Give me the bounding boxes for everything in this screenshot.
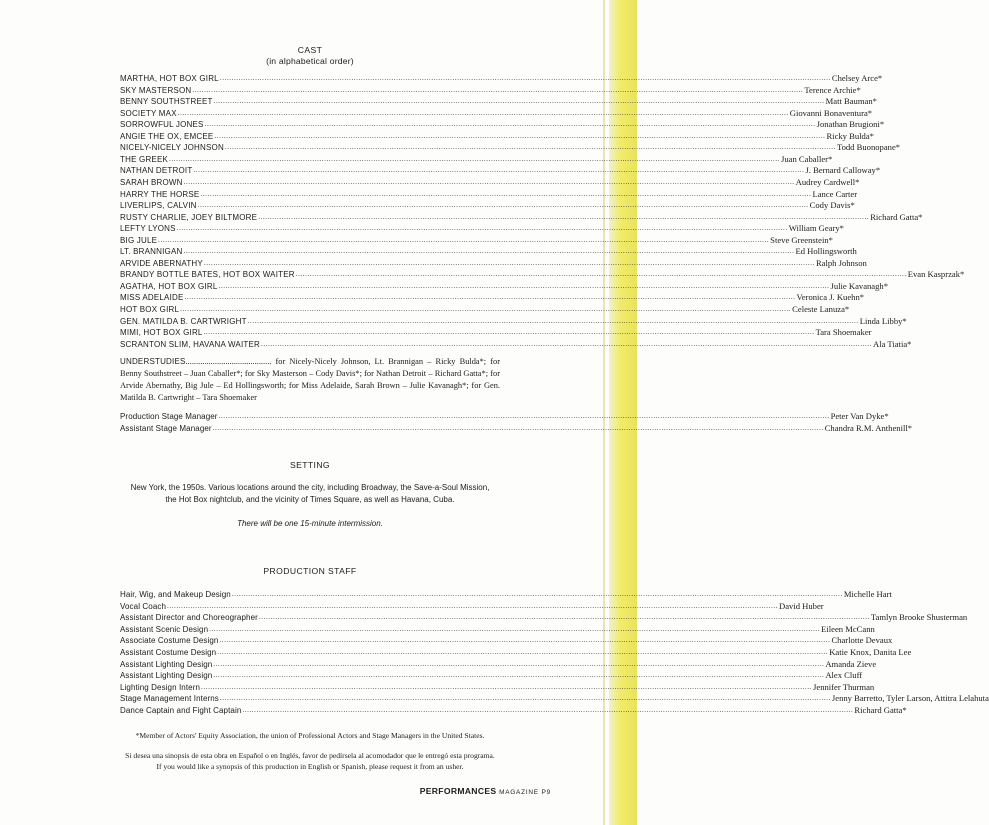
stage-manager-name: Peter Van Dyke* [830,411,889,421]
dot-leader: .................................................................................................................................................................................................................................................................... [158,235,770,244]
cast-name: Lance Carter [812,188,858,199]
stage-manager-name: Chandra R.M. Anthenill* [824,423,913,433]
cast-role: SKY MASTERSON [120,85,192,95]
staff-name: Jennifer Thurman [813,681,875,692]
cast-row [120,164,881,176]
cast-row [120,107,873,119]
footer-brand: PERFORMANCES [419,786,497,796]
footer-page-number: P9 [541,789,551,796]
cast-row [120,84,861,96]
cast-role: MIMI, HOT BOX GIRL [120,328,203,338]
cast-role: NATHAN DETROIT [120,166,193,176]
dot-leader: .................................................................................................................................................................................................................................................................... [219,74,831,82]
cast-row [120,141,901,153]
cast-name: Ala Tiatia* [873,338,912,349]
dot-leader: .................................................................................................................................................................................................................................................................... [204,120,816,129]
cast-row [120,326,872,338]
cast-row [120,72,883,84]
dot-leader: .................................................................................................................................................................................................................................................................... [180,305,792,313]
cast-role: LT. BRANNIGAN [120,247,183,257]
staff-name: David Huber [779,600,824,611]
cast-role: SORROWFUL JONES [120,120,204,130]
dot-leader: .................................................................................................................................................................................................................................................................... [193,166,805,175]
dot-leader: .................................................................................................................................................................................................................................................................... [261,339,872,348]
staff-role: Stage Management Interns [120,694,219,704]
staff-row [120,611,968,623]
staff-row [120,623,875,635]
dot-leader: .................................................................................................................................................................................................................................................................... [217,648,829,656]
cast-name: Steve Greenstein* [770,234,833,245]
dot-leader: .................................................................................................................................................................................................................................................................... [218,281,830,290]
staff-row [120,658,877,670]
cast-row [120,291,865,303]
staff-role: Associate Costume Design [120,636,219,646]
cast-role: LIVERLIPS, CALVIN [120,201,197,211]
dot-leader: .................................................................................................................................................................................................................................................................... [219,694,831,703]
cast-role: MARTHA, HOT BOX GIRL [120,74,219,83]
cast-role: HARRY THE HORSE [120,189,200,199]
cast-row [120,234,833,246]
english-synopsis-note: If you would like a synopsis of this production in English or Spanish, please request it from an usher. [156,762,464,771]
stage-manager-row [120,410,889,422]
staff-role: Assistant Lighting Design [120,659,213,669]
cast-row [120,315,907,327]
cast-name: Giovanni Bonaventura* [789,107,873,118]
dot-leader: .................................................................................................................................................................................................................................................................... [203,328,815,337]
stage-manager-role: Assistant Stage Manager [120,424,212,433]
cast-name: Ricky Bulda* [826,130,874,141]
staff-name: Amanda Zieve [825,658,877,669]
cast-name: Todd Buonopane* [836,142,901,153]
magazine-footer [420,786,551,796]
cast-role: THE GREEK [120,154,169,164]
dot-leader: .................................................................................................................................................................................................................................................................... [242,706,854,714]
staff-name: Michelle Hart [843,589,892,599]
staff-name: Charlotte Devaux [831,635,893,646]
cast-row [120,118,885,130]
cast-role: AGATHA, HOT BOX GIRL [120,281,218,291]
dot-leader: .................................................................................................................................................................................................................................................................... [169,154,781,163]
cast-name: Evan Kasprzak* [907,269,965,280]
dot-leader: .................................................................................................................................................................................................................................................................... [192,85,804,94]
staff-row [120,669,863,681]
staff-row [120,692,989,704]
cast-name: Tara Shoemaker [815,327,872,338]
dot-leader: .................................................................................................................................................................................................................................................................... [219,636,831,645]
intermission-note: There will be one 15-minute intermission. [237,519,383,528]
cast-role: SCRANTON SLIM, HAVANA WAITER [120,339,260,349]
cast-role: ANGIE THE OX, EMCEE [120,131,214,141]
cast-role: NICELY-NICELY JOHNSON [120,143,224,153]
staff-name: Richard Gatta* [854,705,907,715]
dot-leader: .................................................................................................................................................................................................................................................................... [258,212,870,221]
cast-role: MISS ADELAIDE [120,293,184,303]
cast-row [120,222,844,234]
cast-row [120,211,923,223]
cast-row [120,257,867,269]
cast-row [120,199,855,211]
dot-leader: .................................................................................................................................................................................................................................................................... [213,671,825,680]
dot-leader: .................................................................................................................................................................................................................................................................... [183,177,795,186]
cast-name: Juan Caballer* [781,153,833,164]
cast-role: ARVIDE ABERNATHY [120,258,203,268]
cast-role: BENNY SOUTHSTREET [120,97,213,107]
cast-row [120,245,857,257]
cast-row [120,280,889,292]
cast-subheading: (in alphabetical order) [266,56,354,66]
staff-row [120,588,892,600]
dot-leader: .................................................................................................................................................................................................................................................................... [209,624,821,633]
dot-leader: .................................................................................................................................................................................................................................................................... [224,143,836,152]
cast-name: Linda Libby* [859,315,907,326]
cast-role: SARAH BROWN [120,177,183,187]
staff-role: Hair, Wig, and Makeup Design [120,590,231,599]
staff-role: Assistant Scenic Design [120,624,209,634]
staff-name: Jenny Barretto, Tyler Larson, Attitra Lelahuta [831,693,989,704]
dot-leader: .................................................................................................................................................................................................................................................................... [184,293,796,302]
cast-name: Cody Davis* [809,200,855,211]
cast-name: William Geary* [788,223,844,234]
cast-row [120,153,833,165]
spanish-synopsis-note: Si desea una sinopsis de esta obra en Español o en Inglés, favor de pedírsela al acomodador que le entregó esta programa. [125,751,495,760]
cast-role: HOT BOX GIRL [120,305,180,314]
cast-heading: CAST [297,45,323,55]
equity-footnote: *Member of Actors' Equity Association, the union of Professional Actors and Stage Managers in the United States. [135,731,485,740]
cast-name: Ed Hollingsworth [795,246,857,257]
staff-name: Alex Cluff [825,670,863,681]
cast-name: Matt Bauman* [825,96,877,107]
dot-leader: .................................................................................................................................................................................................................................................................... [295,270,907,279]
staff-row [120,634,893,646]
dot-leader: .................................................................................................................................................................................................................................................................... [183,247,795,256]
cast-role: GEN. MATILDA B. CARTWRIGHT [120,316,247,326]
cast-row [120,338,912,350]
cast-role: BIG JULE [120,235,158,245]
dot-leader: .................................................................................................................................................................................................................................................................... [203,258,815,267]
cast-role: LEFTY LYONS [120,224,176,234]
staff-name: Tamlyn Brooke Shusterman [870,612,968,623]
dot-leader: .................................................................................................................................................................................................................................................................... [177,108,789,117]
dot-leader: .................................................................................................................................................................................................................................................................... [167,601,779,610]
cast-name: Audrey Cardwell* [795,176,860,187]
production-staff-heading: PRODUCTION STAFF [263,566,357,576]
cast-row [120,303,850,315]
staff-role: Dance Captain and Fight Captain [120,706,242,715]
cast-row [120,95,877,107]
staff-row [120,646,912,658]
dot-leader: .................................................................................................................................................................................................................................................................... [213,97,825,106]
cast-role: BRANDY BOTTLE BATES, HOT BOX WAITER [120,270,295,280]
cast-row [120,176,860,188]
cast-name: Jonathan Brugioni* [816,119,885,130]
dot-leader: .................................................................................................................................................................................................................................................................... [213,659,825,668]
stage-manager-row [120,422,913,434]
dot-leader: .................................................................................................................................................................................................................................................................... [201,682,813,691]
cast-role: RUSTY CHARLIE, JOEY BILTMORE [120,212,258,222]
dot-leader: .................................................................................................................................................................................................................................................................... [197,201,809,210]
dot-leader: .................................................................................................................................................................................................................................................................... [200,189,812,198]
dot-leader: .................................................................................................................................................................................................................................................................... [218,412,830,420]
cast-name: J. Bernard Calloway* [805,165,881,176]
stage-manager-role: Production Stage Manager [120,412,218,421]
cast-name: Richard Gatta* [870,211,923,222]
staff-row [120,704,907,716]
cast-name: Celeste Lanuza* [792,304,850,314]
setting-heading: SETTING [289,460,331,470]
staff-role: Vocal Coach [120,601,167,611]
cast-row [120,188,858,200]
understudies-dots: ......................................... [185,357,272,366]
staff-role: Assistant Lighting Design [120,671,213,681]
staff-name: Katie Knox, Danita Lee [829,647,912,657]
cast-name: Ralph Johnson [815,257,867,268]
cast-row [120,130,874,142]
cast-row [120,268,965,280]
staff-role: Assistant Director and Choreographer [120,613,258,623]
staff-role: Lighting Design Intern [120,682,201,692]
dot-leader: .................................................................................................................................................................................................................................................................... [247,316,859,325]
cast-name: Julie Kavanagh* [830,280,889,291]
staff-row [120,600,824,612]
footer-magazine: MAGAZINE [499,789,539,796]
setting-text: New York, the 1950s. Various locations around the city, including Broadway, the Save-a-Soul Mission, the Hot Box nightclub, and the vicinity of Times Square, as well as Havana, Cuba. [130,483,490,504]
dot-leader: .................................................................................................................................................................................................................................................................... [176,224,788,233]
dot-leader: .................................................................................................................................................................................................................................................................... [258,613,870,622]
cast-name: Chelsey Arce* [831,73,883,83]
staff-row [120,681,875,693]
understudies-paragraph [120,356,500,404]
cast-name: Terence Archie* [804,84,861,95]
dot-leader: .................................................................................................................................................................................................................................................................... [212,424,824,432]
dot-leader: .................................................................................................................................................................................................................................................................... [214,131,826,140]
staff-role: Assistant Costume Design [120,648,217,657]
staff-name: Eileen McCann [821,623,875,634]
dot-leader: .................................................................................................................................................................................................................................................................... [231,590,843,598]
cast-role: SOCIETY MAX [120,108,177,118]
cast-name: Veronica J. Kuehn* [796,292,865,303]
understudies-label: UNDERSTUDIES [120,357,186,366]
understudies-text: for Nicely-Nicely Johnson, Lt. Brannigan – Ricky Bulda*; for Benny Southstreet – Juan Caballer*; for Sky Masterson – Cody Davis*; for Nathan Detroit – Richard Gatta*; for Arvide Abernathy, Big Jule – Ed Hollingsworth; for Miss Adelaide, Sarah Brown – Julie Kavanagh*; for Gen. Matilda B. Cartwright – Tara Shoemaker [120,357,500,402]
